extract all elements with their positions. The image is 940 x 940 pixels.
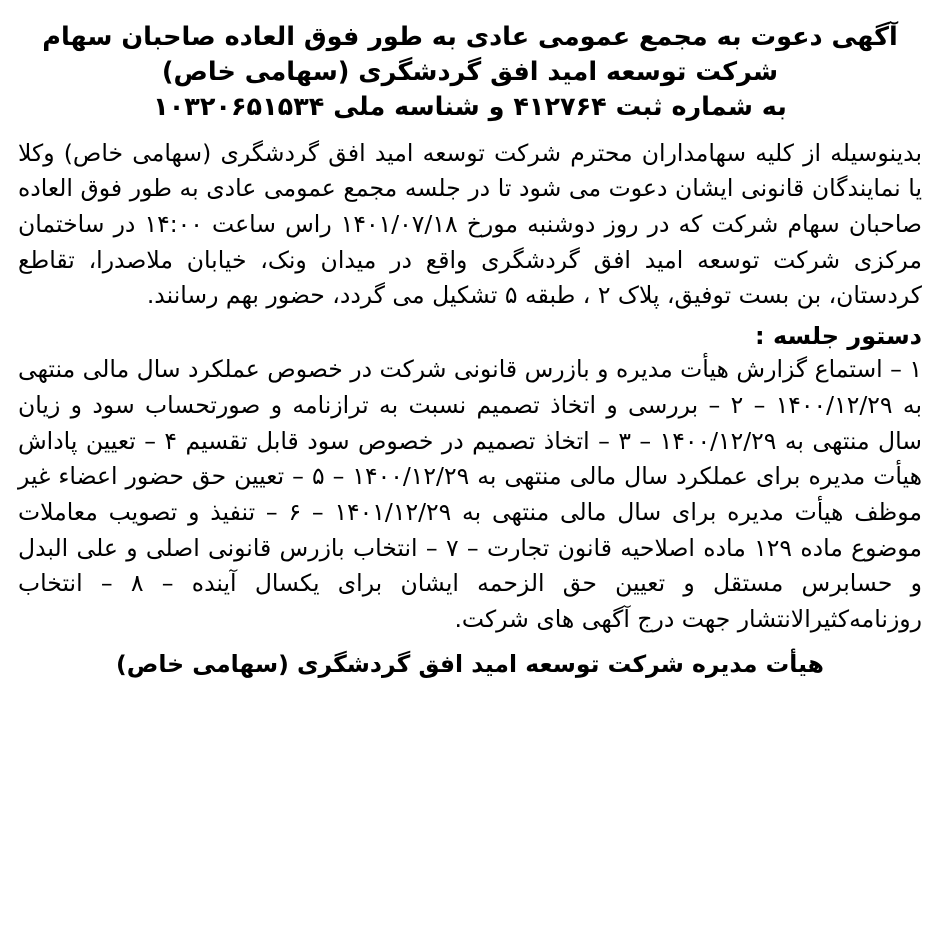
title-line-2: شرکت توسعه امید افق گردشگری (سهامی خاص) <box>161 57 779 88</box>
title-line-3: به شماره ثبت ۴۱۲۷۶۴ و شناسه ملی ۱۰۳۲۰۶۵۱۵۳۴ <box>153 92 787 123</box>
signature-line-1: هیأت مدیره شرکت توسعه امید افق گردشگری (سهامی خاص) <box>116 649 824 678</box>
agenda-heading: دستور جلسه : <box>755 322 922 351</box>
notice-title <box>24 20 916 126</box>
notice-body <box>18 136 922 681</box>
signature-block <box>18 648 922 681</box>
agenda-paragraph: ۱ – استماع گزارش هیأت مدیره و بازرس قانونی شرکت در خصوص عملکرد سال مالی منتهی به ۱۴۰۰/۱۲/۲۹ – ۲ – بررسی و اتخاذ تصمیم نسبت به ترازنامه و صورتحساب سود و زیان سال منتهی به ۱۴۰۰/۱۲/۲۹ – ۳ – اتخاذ تصمیم در خصوص سود قابل تقسیم ۴ – تعیین پاداش هیأت مدیره برای عملکرد سال مالی منتهی به ۱۴۰۰/۱۲/۲۹ – ۵ – تعیین حق حضور اعضاء غیر موظف هیأت مدیره برای سال مالی منتهی به ۱۴۰۱/۱۲/۲۹ – ۶ – تنفیذ و تصویب معاملات موضوع ماده ۱۲۹ ماده اصلاحیه قانون تجارت – ۷ – انتخاب بازرس قانونی اصلی و علی البدل و حسابرس مستقل و تعیین حق الزحمه ایشان برای یکسال آینده – ۸ – انتخاب روزنامه‌کثیرالانتشار جهت درج آگهی های شرکت. <box>18 355 922 634</box>
title-line-1: آگهی دعوت به مجمع عمومی عادی به طور فوق العاده صاحبان سهام <box>42 22 898 52</box>
intro-paragraph: بدینوسیله از کلیه سهامداران محترم شرکت توسعه امید افق گردشگری (سهامی خاص) وکلا یا نمایندگان قانونی ایشان دعوت می شود تا در جلسه مجمع عمومی عادی به طور فوق العاده صاحبان سهام شرکت که در روز دوشنبه مورخ ۱۴۰۱/۰۷/۱۸ راس ساعت ۱۴:۰۰ در ساختمان مرکزی شرکت توسعه امید افق گردشگری واقع در میدان ونک، خیابان ملاصدرا، تقاطع کردستان، بن بست توفیق، پلاک ۲ ، طبقه ۵ تشکیل می گردد، حضور بهم رسانند. <box>18 138 922 310</box>
